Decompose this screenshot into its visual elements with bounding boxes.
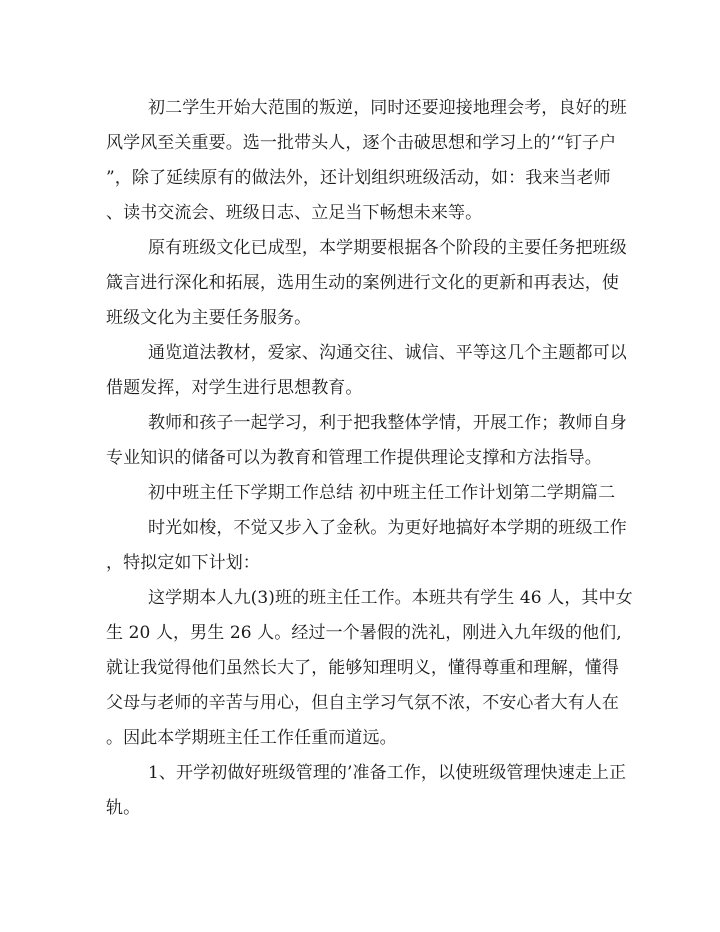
paragraph-line: 教师和孩子一起学习，利于把我整体学情，开展工作；教师自身 — [148, 413, 627, 433]
paragraph-line: 借题发挥，对学生进行思想教育。 — [106, 378, 363, 398]
paragraph-line: 轨。 — [106, 798, 141, 818]
paragraph-line: 这学期本人九(3)班的班主任工作。本班共有学生 46 人，其中女 — [148, 588, 633, 608]
paragraph-line: 原有班级文化已成型，本学期要根据各个阶段的主要任务把班级 — [148, 238, 627, 258]
paragraph-line: 1、开学初做好班级管理的’准备工作，以使班级管理快速走上正 — [148, 763, 627, 783]
paragraph-line: 通览道法教材，爱家、沟通交往、诚信、平等这几个主题都可以 — [148, 343, 627, 363]
paragraph-line: 专业知识的储备可以为教育和管理工作提供理论支撑和方法指导。 — [106, 448, 602, 468]
paragraph-line: 箴言进行深化和拓展，选用生动的案例进行文化的更新和再表达，使 — [106, 273, 619, 293]
paragraph-line: ”，除了延续原有的做法外，还计划组织班级活动，如：我来当老师 — [106, 168, 611, 188]
paragraph-line: 、读书交流会、班级日志、立足当下畅想未来等。 — [106, 203, 483, 223]
paragraph-line: 班级文化为主要任务服务。 — [106, 308, 312, 328]
paragraph-line: 父母与老师的辛苦与用心，但自主学习气氛不浓，不安心者大有人在 — [106, 693, 619, 713]
paragraph-line: 。因此本学期班主任工作任重而道远。 — [106, 728, 397, 748]
paragraph-line: 就让我觉得他们虽然长大了，能够知理明义，懂得尊重和理解，懂得 — [106, 658, 619, 678]
paragraph-line: 时光如梭，不觉又步入了金秋。为更好地搞好本学期的班级工作 — [148, 518, 627, 538]
paragraph-line: 初二学生开始大范围的叛逆，同时还要迎接地理会考，良好的班 — [148, 98, 627, 118]
paragraph-line: 生 20 人，男生 26 人。经过一个暑假的洗礼，刚进入九年级的他们, — [106, 623, 622, 643]
paragraph-line: ，特拟定如下计划： — [106, 553, 260, 573]
section-heading: 初中班主任下学期工作总结 初中班主任工作计划第二学期篇二 — [148, 483, 616, 503]
paragraph-line: 风学风至关重要。选一批带头人，逐个击破思想和学习上的’“钉子户 — [106, 133, 617, 153]
